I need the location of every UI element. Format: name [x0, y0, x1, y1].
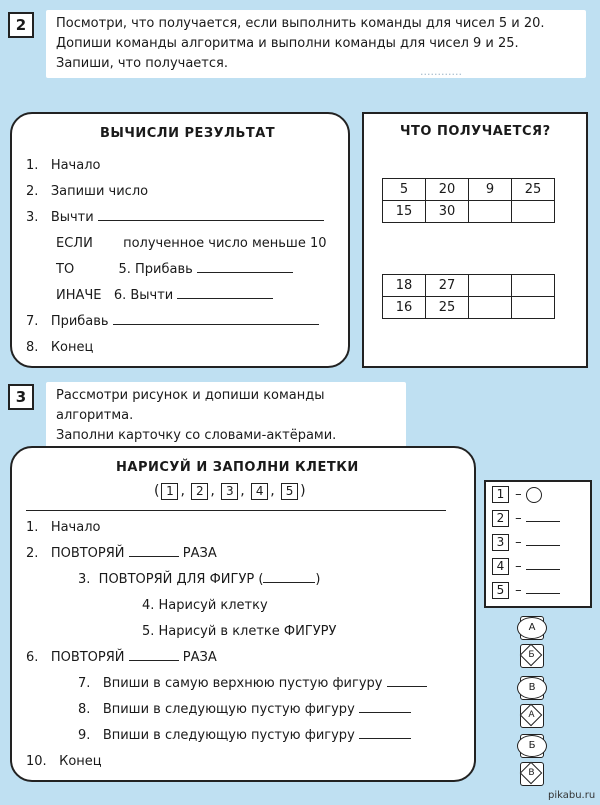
- answer-blank[interactable]: [129, 546, 179, 557]
- step-2: [26, 546, 217, 561]
- step-number: 6.: [26, 650, 39, 665]
- answer-blank[interactable]: [197, 262, 293, 273]
- legend-number: 3: [492, 534, 509, 551]
- step-1: [26, 520, 100, 535]
- cells-list: ( 1 , 2 , 3 , 4 , 5 ): [154, 483, 306, 499]
- step-text: Конец: [59, 754, 102, 769]
- step-10: [26, 754, 102, 769]
- step-then: [56, 262, 293, 277]
- figure-cell: [520, 616, 544, 640]
- step-text: Конец: [50, 340, 94, 355]
- step-number: 2.: [26, 184, 39, 199]
- table-cell[interactable]: [469, 297, 512, 319]
- step-text: Начало: [50, 158, 101, 173]
- diamond-icon: [523, 707, 539, 723]
- table-cell: 5: [383, 179, 426, 201]
- answer-blank[interactable]: [526, 535, 560, 546]
- step-number: 3.: [78, 572, 91, 587]
- table-cell[interactable]: [512, 297, 555, 319]
- step-if: [56, 236, 327, 251]
- task2-instruction: [46, 10, 586, 78]
- table-cell: 18: [383, 275, 426, 297]
- compute-result-card: [10, 112, 350, 368]
- table-row: [383, 201, 555, 223]
- step-7: [26, 314, 319, 329]
- then-keyword: ТО: [56, 262, 75, 277]
- task2-instruction-line: Допиши команды алгоритма и выполни команды для чисел 9 и 25.: [56, 36, 519, 51]
- table-row: [383, 297, 555, 319]
- table-cell: 30: [426, 201, 469, 223]
- result-table-2: [382, 274, 555, 319]
- answer-blank[interactable]: [113, 314, 319, 325]
- step-9: [78, 728, 411, 743]
- figure-cell: [520, 762, 544, 786]
- cell-number: 5: [281, 483, 298, 500]
- diamond-icon: [523, 765, 539, 781]
- ghost-text: ············: [420, 68, 462, 81]
- card-title: ВЫЧИСЛИ РЕЗУЛЬТАТ: [100, 126, 276, 141]
- result-title: ЧТО ПОЛУЧАЕТСЯ?: [400, 124, 551, 139]
- if-keyword: ЕСЛИ: [56, 236, 93, 251]
- step-text: Вычти: [50, 210, 94, 225]
- answer-blank[interactable]: [263, 572, 315, 583]
- figure-cell: [520, 676, 544, 700]
- table-cell: 9: [469, 179, 512, 201]
- answer-blank[interactable]: [359, 728, 411, 739]
- task2-instruction-line: Посмотри, что получается, если выполнить команды для чисел 5 и 20.: [56, 16, 545, 31]
- figure-cell: [520, 644, 544, 668]
- table-cell: 27: [426, 275, 469, 297]
- step-7: [78, 676, 427, 691]
- cell-number: 1: [161, 483, 178, 500]
- legend-card: [484, 480, 592, 608]
- legend-number: 5: [492, 582, 509, 599]
- step-5: [142, 624, 336, 639]
- if-condition: полученное число меньше 10: [123, 236, 327, 251]
- step-text: Впиши в самую верхнюю пустую фигуру: [102, 676, 383, 691]
- else-step: 6. Вычти: [113, 288, 174, 303]
- figure-cell: [520, 704, 544, 728]
- table-cell[interactable]: [512, 201, 555, 223]
- step-text: 4. Нарисуй клетку: [142, 598, 268, 613]
- step-text: Прибавь: [50, 314, 109, 329]
- answer-blank[interactable]: [98, 210, 324, 221]
- step-tail: РАЗА: [182, 546, 217, 561]
- step-text: ПОВТОРЯЙ: [50, 546, 125, 561]
- answer-blank[interactable]: [526, 511, 560, 522]
- legend-row: 2 –: [490, 510, 560, 527]
- table-row: [383, 179, 555, 201]
- table-cell: 15: [383, 201, 426, 223]
- result-box: [362, 112, 588, 368]
- figure-letter: В: [528, 768, 535, 778]
- legend-number: 2: [492, 510, 509, 527]
- step-number: 3.: [26, 210, 39, 225]
- step-text: 5. Нарисуй в клетке ФИГУРУ: [142, 624, 337, 639]
- oval-icon: [517, 677, 547, 699]
- task-number-3: 3: [8, 384, 34, 410]
- step-6: [26, 650, 217, 665]
- step-number: 7.: [78, 676, 91, 691]
- table-cell: 16: [383, 297, 426, 319]
- legend-row: 1 –: [490, 486, 542, 503]
- figure-letter: В: [528, 682, 536, 693]
- card-title: НАРИСУЙ И ЗАПОЛНИ КЛЕТКИ: [116, 460, 359, 475]
- oval-icon: [517, 617, 547, 639]
- step-text: Впиши в следующую пустую фигуру: [102, 702, 355, 717]
- table-cell[interactable]: [469, 275, 512, 297]
- table-cell: 25: [426, 297, 469, 319]
- figure-letter: Б: [528, 650, 535, 660]
- task3-instruction-line: Заполни карточку со словами-актёрами.: [56, 428, 337, 443]
- step-number: 9.: [78, 728, 91, 743]
- answer-blank[interactable]: [359, 702, 411, 713]
- then-step: 5. Прибавь: [118, 262, 193, 277]
- task-number-2: 2: [8, 12, 34, 38]
- answer-blank[interactable]: [526, 559, 560, 570]
- step-3: [26, 210, 324, 225]
- cell-number: 2: [191, 483, 208, 500]
- result-table-1: [382, 178, 555, 223]
- legend-number: 4: [492, 558, 509, 575]
- step-tail: РАЗА: [182, 650, 217, 665]
- answer-blank[interactable]: [526, 583, 560, 594]
- table-cell[interactable]: [512, 275, 555, 297]
- step-number: 2.: [26, 546, 39, 561]
- diamond-icon: [523, 647, 539, 663]
- watermark: pikabu.ru: [548, 790, 596, 801]
- step-else: [56, 288, 273, 303]
- step-text: Впиши в следующую пустую фигуру: [102, 728, 355, 743]
- step-number: 10.: [26, 754, 47, 769]
- table-cell: 25: [512, 179, 555, 201]
- task3-instruction-line: Рассмотри рисунок и допиши команды алгоритма.: [56, 388, 325, 423]
- legend-number: 1: [492, 486, 509, 503]
- legend-row: 3 –: [490, 534, 560, 551]
- step-8: [26, 340, 93, 355]
- answer-blank[interactable]: [177, 288, 273, 299]
- step-text: Начало: [50, 520, 101, 535]
- step-text: Запиши число: [50, 184, 149, 199]
- divider: [26, 510, 446, 511]
- step-1: [26, 158, 100, 173]
- step-8: [78, 702, 411, 717]
- step-number: 1.: [26, 158, 39, 173]
- task2-instruction-line: Запиши, что получается.: [56, 56, 228, 71]
- figure-cell: [520, 734, 544, 758]
- figure-letter: А: [528, 622, 536, 633]
- step-number: 8.: [26, 340, 39, 355]
- draw-fill-card: [10, 446, 476, 782]
- table-cell: 20: [426, 179, 469, 201]
- figure-letter: А: [528, 710, 535, 720]
- oval-icon: [517, 735, 547, 757]
- circle-icon: [526, 487, 542, 503]
- step-2: [26, 184, 148, 199]
- step-number: 7.: [26, 314, 39, 329]
- table-cell[interactable]: [469, 201, 512, 223]
- step-text: ПОВТОРЯЙ: [50, 650, 125, 665]
- answer-blank[interactable]: [387, 676, 427, 687]
- step-text: ПОВТОРЯЙ ДЛЯ ФИГУР (: [98, 572, 264, 587]
- legend-row: 4 –: [490, 558, 560, 575]
- step-3: 3. ПОВТОРЯЙ ДЛЯ ФИГУР ( ): [78, 572, 321, 587]
- step-number: 8.: [78, 702, 91, 717]
- task3-instruction: [46, 382, 406, 450]
- legend-row: 5 –: [490, 582, 560, 599]
- table-row: [383, 275, 555, 297]
- step-4: [142, 598, 268, 613]
- figure-letter: Б: [528, 740, 536, 751]
- else-keyword: ИНАЧЕ: [56, 288, 102, 303]
- answer-blank[interactable]: [129, 650, 179, 661]
- step-number: 1.: [26, 520, 39, 535]
- cell-number: 3: [221, 483, 238, 500]
- cell-number: 4: [251, 483, 268, 500]
